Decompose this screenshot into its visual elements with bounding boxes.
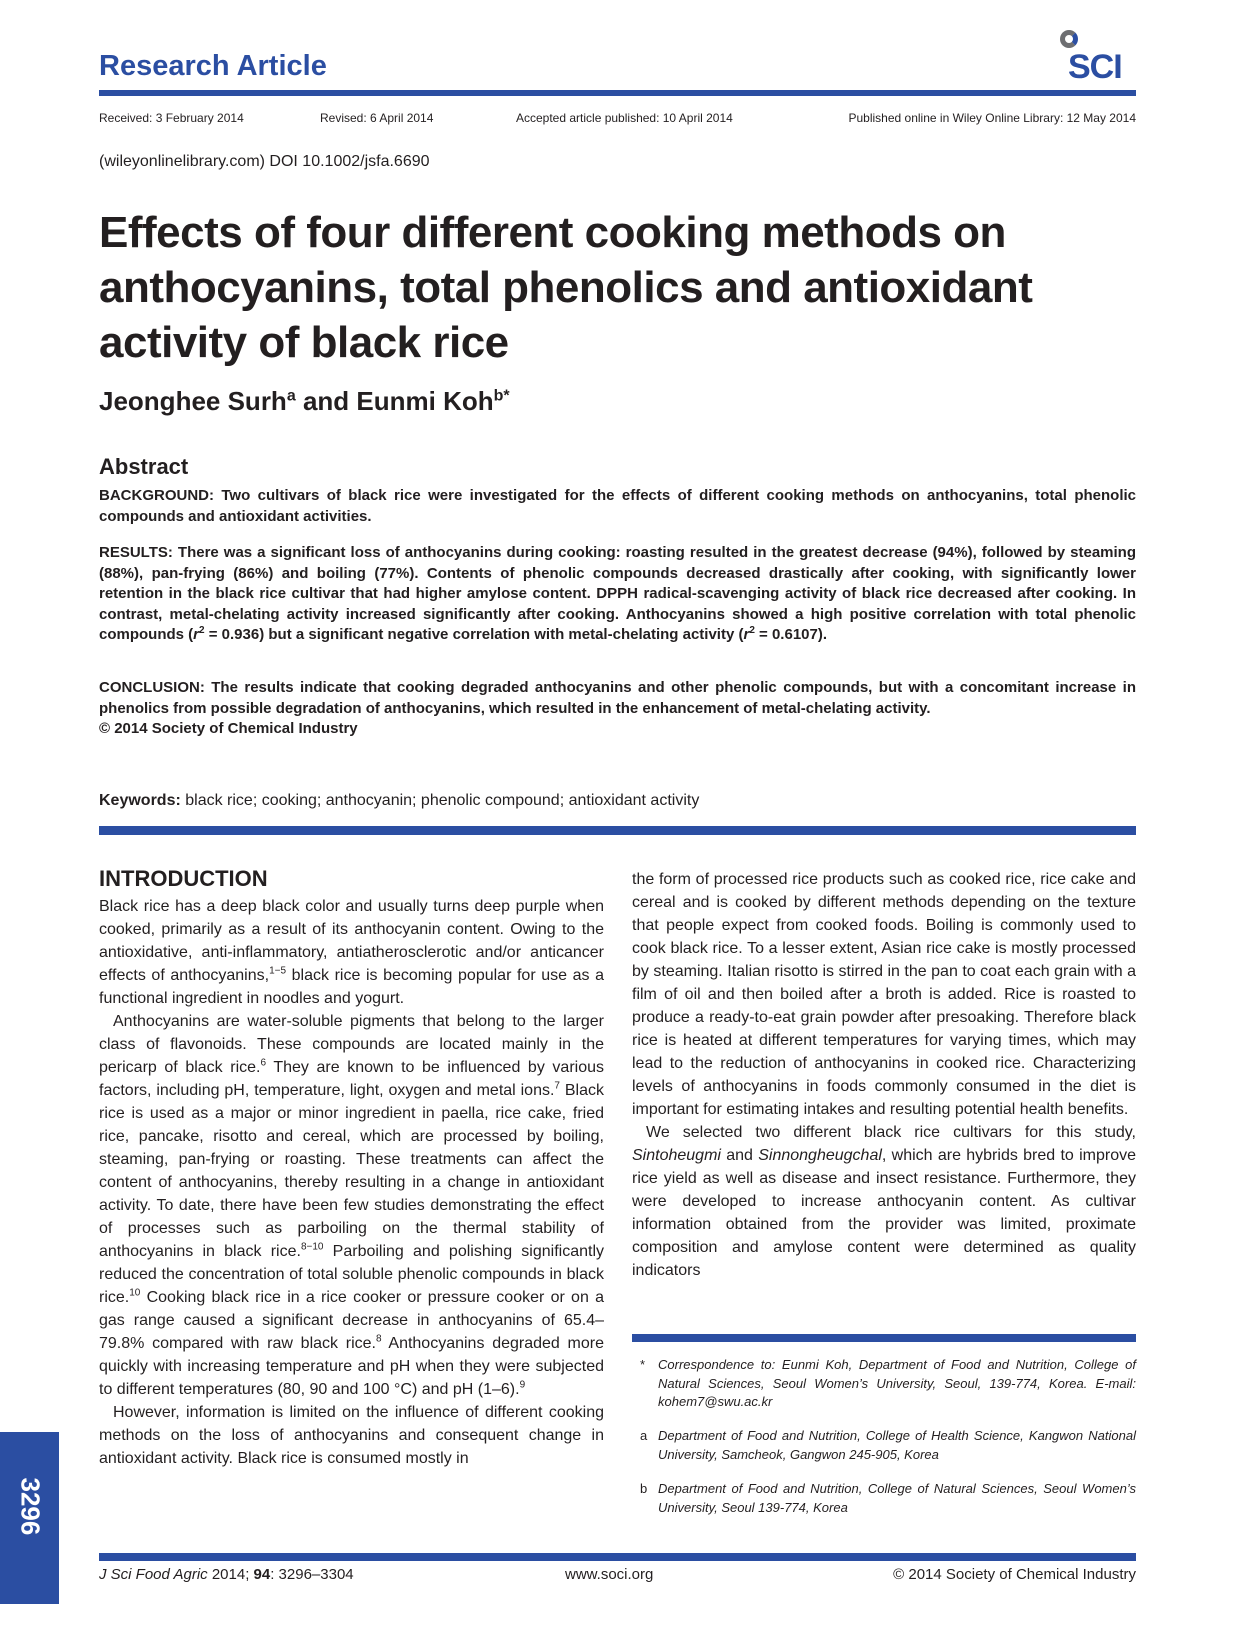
abstract-copyright: © 2014 Society of Chemical Industry [99,720,358,737]
correspondence-footnote [640,1356,1136,1412]
journal-year: 2014; [207,1566,254,1583]
abstract-conclusion [99,678,1136,740]
author-name: Jeonghee Surh [99,386,287,416]
intro-paragraph: Black rice has a deep black color and usually turns deep purple when cooked, primarily as a result of its anthocyanin content. Owing to the antioxidative, anti-inflammatory, antiatherosclerotic and/or anticancer effects of anthocyanins,$^{1-5}$ black rice is becoming popular for use as a functional ingredient in noodles and yogurt. [99,898,605,1007]
author-name: Eunmi Koh [356,386,494,416]
intro-paragraph: However, information is limited on the influence of different cooking methods on the loss of anthocyanins and consequent change in antioxidant activity. Black rice is consumed mostly in [99,1404,604,1467]
journal-volume: 94 [253,1566,271,1583]
citation[interactable]: 6 [260,1057,267,1069]
journal-citation [99,1566,354,1583]
citation[interactable]: 10 [129,1287,141,1299]
footnote-mark: b [640,1481,648,1496]
received-date: Received: 3 February 2014 [99,111,244,125]
citation[interactable]: 8 [375,1333,382,1345]
intro-paragraph: the form of processed rice products such as cooked rice, rice cake and cereal and is cooked by different methods depending on the texture that people expect from cooked foods. Boiling is commonly used to cook black rice. To a lesser extent, Asian rice cake is mostly processed by steaming. Italian risotto is stirred in the pan to coat each grain with a film of oil and then boiled after a broth is added. Rice is roasted to produce a ready-to-eat grain powder after presoaking. Therefore black rice is heated at different temperatures for varying times, which may lead to the reduction of anthocyanins in cooked rice. Characterizing levels of anthocyanins in foods commonly consumed in the diet is important for estimating intakes and resulting potential health benefits. [632,871,1136,1118]
footnote-text: Correspondence to: Eunmi Koh, Department of Food and Nutrition, College of Natural Sciences, Seoul Women’s University, Seoul, 139-774, Korea. E-mail: kohem7@swu.ac.kr [658,1357,1136,1409]
logo-ring-icon [1060,30,1078,48]
doi: (wileyonlinelibrary.com) DOI 10.1002/jsfa.6690 [99,153,430,170]
citation[interactable]: 7 [554,1080,560,1092]
abstract-rule [99,826,1136,835]
abstract-background: BACKGROUND: Two cultivars of black rice were investigated for the effects of different cooking methods on anthocyanins, total phenolic compounds and antioxidant activities. [99,487,1136,525]
accepted-date: Accepted article published: 10 April 2014 [516,111,733,125]
intro-paragraph: Anthocyanins are water-soluble pigments that belong to the larger class of flavonoids. These compounds are located mainly in the pericarp of black rice.$^6$ They are known to be influenced by various factors, including pH, temperature, light, oxygen and metal ions.$^7$ Black rice is used as a major or minor ingredient in paella, rice cake, fried rice, pancake, risotto and cereal, which are processed by boiling, steaming, pan-frying or roasting. These treatments can affect the content of anthocyanins, thereby resulting in a change in antioxidant activity. To date, there have been few studies demonstrating the effect of processes such as parboiling on the thermal stability of anthocyanins in black rice.$^{8-10}$ Parboiling and polishing significantly reduced the concentration of total soluble phenolic compounds in black rice.$^{10}$ Cooking black rice in a rice cooker or pressure cooker or on a gas range caused a significant decrease in anthocyanins of 65.4–79.8% compared with raw black rice.$^8$ Anthocyanins degraded more quickly with increasing temperature and pH when they were subjected to different temperatures (80, 90 and 100 °C) and pH (1–6).$^9$ [99,1013,605,1398]
affiliation-mark: b* [493,387,510,405]
right-column [632,868,1136,1282]
cultivar-name: Sinnongheugchal [758,1147,882,1164]
published-date: Published online in Wiley Online Library: 12 May 2014 [848,111,1136,125]
introduction-heading: INTRODUCTION [99,866,268,891]
sci-logo [1054,28,1136,84]
footnote-mark: * [640,1357,646,1372]
journal-website-link[interactable]: www.soci.org [565,1566,654,1583]
article-title: Effects of four different cooking methods on anthocyanins, total phenolics and antioxidant activity of black rice [99,208,1033,367]
exponent: 2 [749,625,755,636]
conclusion-text: CONCLUSION: The results indicate that cooking degraded anthocyanins and other phenolic compounds, but with a concomitant increase in phenolics from possible degradation of anthocyanins, which resulted in the enhancement of metal-chelating activity. [99,679,1136,717]
citation[interactable]: 8−10 [300,1241,324,1253]
footnote-text: Department of Food and Nutrition, College of Natural Sciences, Seoul Women’s University, Seoul 139-774, Korea [658,1481,1136,1515]
journal-pages: : 3296–3304 [270,1566,354,1583]
affiliation-a-footnote [640,1427,1136,1464]
cultivar-name: Sintoheugmi [632,1147,721,1164]
keywords [99,792,699,810]
citation[interactable]: 1−5 [269,965,287,977]
page-number-tab [0,1432,59,1604]
abstract-results [99,543,1136,646]
section-label: Research Article [99,50,327,82]
results-text: = 0.6107). [754,626,828,643]
results-text: RESULTS: There was a significant loss of anthocyanins during cooking: roasting resulted in the greatest decrease (94%), followed by steaming (88%), pan-frying (86%) and boiling (77%). Contents of phenolic compounds decreased drastically after cooking, with significantly lower retention in the black rice cultivar that had higher amylose content. DPPH radical-scavenging activity of black rice decreased after cooking. In contrast, metal-chelating activity increased significantly after cooking. Anthocyanins showed a high positive correlation with total phenolic compounds ( [99,544,1136,643]
intro-paragraph: We selected two different black rice cultivars for this study, Sintoheugmi and Sinnongheugchal, which are hybrids bred to improve rice yield as well as disease and insect resistance. Furthermore, they were developed to increase anthocyanin content. As cultivar information obtained from the provider was limited, proximate composition and amylose content were determined as quality indicators [632,1124,1136,1279]
affiliation-mark: a [286,387,296,405]
author-separator: and [295,386,357,416]
r-symbol: r [743,626,750,643]
footnote-text: Department of Food and Nutrition, College of Health Science, Kangwon National University, Samcheok, Gangwon 245-905, Korea [658,1428,1136,1462]
citation[interactable]: 9 [519,1379,526,1391]
results-text: = 0.936) but a significant negative correlation with metal-chelating activity ( [204,626,744,643]
footnote-mark: a [640,1428,648,1443]
keywords-list: black rice; cooking; anthocyanin; phenolic compound; antioxidant activity [180,792,700,809]
revised-date: Revised: 6 April 2014 [320,111,434,125]
footer-copyright: © 2014 Society of Chemical Industry [893,1566,1136,1583]
keywords-label: Keywords: [99,792,181,809]
authors [99,386,510,417]
affiliation-b-footnote [640,1480,1136,1517]
logo-text: SCI [1068,48,1122,86]
r-symbol: r [193,626,200,643]
left-column [99,895,604,1470]
journal-name: J Sci Food Agric [99,1566,208,1583]
abstract-heading: Abstract [99,454,189,479]
footnote-rule [632,1334,1136,1342]
footer-rule [99,1553,1136,1561]
page-number: 3296 [15,1477,46,1536]
header-rule [99,90,1136,96]
exponent: 2 [199,625,205,636]
